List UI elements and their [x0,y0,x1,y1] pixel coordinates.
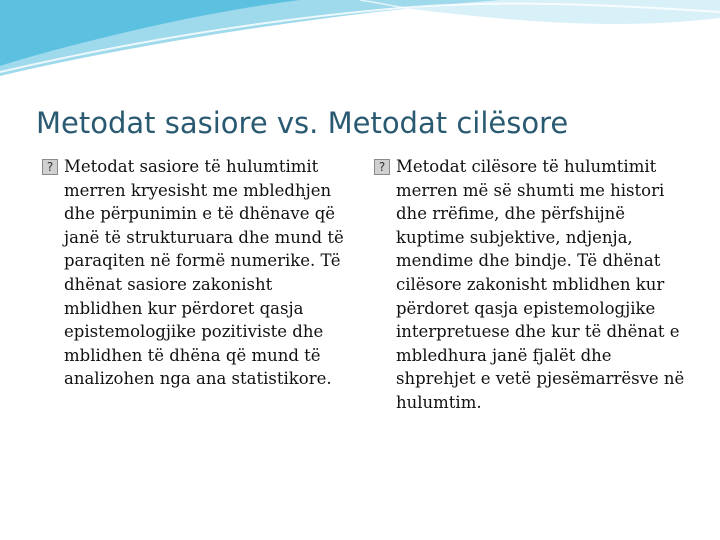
missing-glyph-icon: ? [42,159,58,175]
bullet-item-quantitative [42,155,354,391]
bullet-item-qualitative [374,155,692,415]
missing-glyph-icon: ? [374,159,390,175]
bullet-text-quantitative: Metodat sasiore të hulumtimit merren kryesisht me mbledhjen dhe përpunimin e të dhënave që janë të strukturuara dhe mund të paraqiten në formë numerike. Të dhënat sasiore zakonisht mblidhen kur përdoret qasja epistemologjike pozitiviste dhe mblidhen të dhëna që mund të analizohen nga ana statistikore. [64,157,344,389]
slide-title: Metodat sasiore vs. Metodat cilësore [36,106,569,140]
bullet-text-qualitative: Metodat cilësore të hulumtimit merren më së shumti me histori dhe rrëfime, dhe përfshijnë kuptime subjektive, ndjenja, mendime dhe bindje. Të dhënat cilësore zakonisht mblidhen kur përdoret qasja epistemologjike interpretuese dhe kur të dhënat e mbledhura janë fjalët dhe shprehjet e vetë pjesëmarrësve në hulumtim. [396,157,685,412]
left-column [42,155,354,391]
header-wave-decoration [0,0,720,90]
right-column [374,155,692,415]
